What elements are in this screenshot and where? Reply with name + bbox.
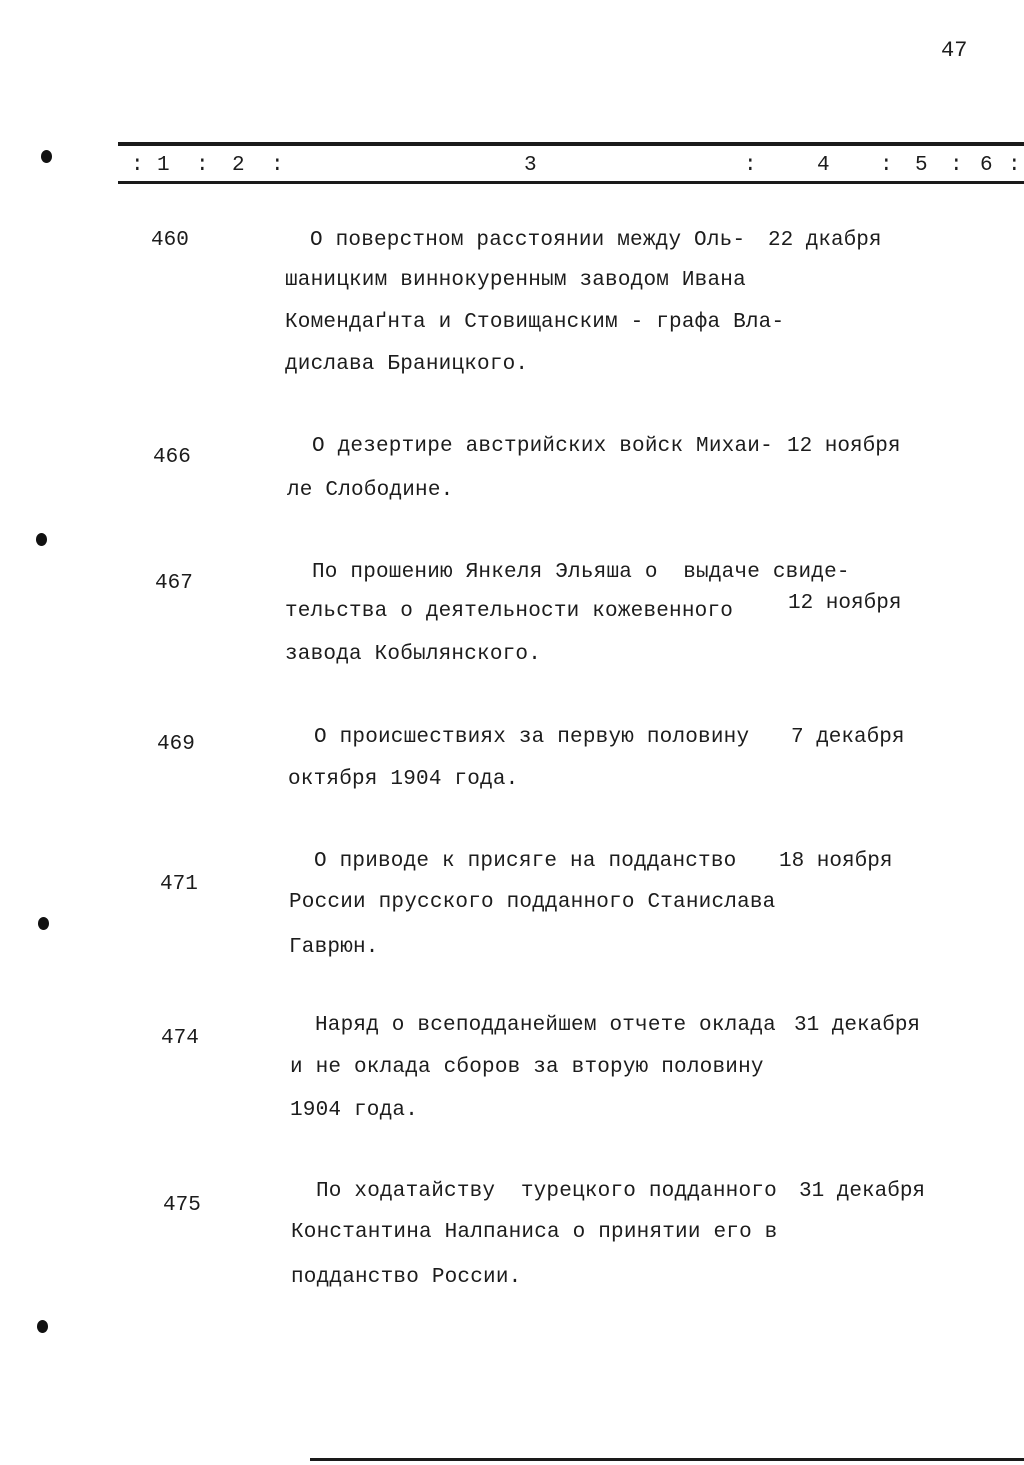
record-title-line: шаницким виннокуренным заводом Ивана — [285, 269, 746, 292]
record-title-line: ле Слободине. — [287, 479, 454, 502]
record-date: 31 декабря — [794, 1014, 921, 1037]
column-heading-6: 6 — [980, 154, 993, 177]
record-title-line: 1904 года. — [290, 1099, 419, 1122]
column-heading-3: 3 — [524, 154, 537, 177]
record-number: 475 — [163, 1194, 201, 1217]
record-title-line: дислава Браницкого. — [285, 353, 529, 376]
record-title-line: О дезертире австрийских войск Михаи- — [312, 435, 773, 458]
column-separator: : — [1008, 154, 1021, 177]
column-heading-2: 2 — [232, 154, 245, 177]
column-separator: : — [950, 154, 963, 177]
column-heading-5: 5 — [915, 154, 928, 177]
record-number: 466 — [153, 446, 191, 469]
record-number: 474 — [161, 1027, 199, 1050]
record-number: 471 — [160, 873, 198, 896]
binding-hole-mark — [37, 1320, 48, 1333]
record-date: 12 ноября — [787, 435, 901, 458]
record-title-line: О приводе к присяге на подданство — [314, 850, 737, 873]
record-title-line: и не оклада сборов за вторую половину — [290, 1056, 764, 1079]
record-date: 22 дкабря — [768, 229, 882, 252]
record-title-line: О поверстном расстоянии между Оль- — [310, 229, 746, 252]
record-date: 7 декабря — [791, 726, 905, 749]
record-title-line: октября 1904 года. — [288, 768, 519, 791]
page-bottom-rule — [310, 1458, 1024, 1461]
record-title-line: Наряд о всеподданейшем отчете оклада — [315, 1014, 776, 1037]
binding-hole-mark — [38, 917, 49, 930]
column-separator: : — [271, 154, 284, 177]
record-title-line: завода Кобылянского. — [285, 643, 542, 666]
record-title-line: подданство России. — [291, 1266, 522, 1289]
header-bottom-rule — [118, 181, 1024, 184]
record-date: 31 декабря — [799, 1180, 926, 1203]
binding-hole-mark — [41, 150, 52, 163]
column-separator: : — [131, 154, 144, 177]
column-separator: : — [880, 154, 893, 177]
record-title-line: Комендаґнта и Стовищанским - графа Вла- — [285, 311, 785, 334]
record-title-line: тельства о деятельности кожевенного — [285, 600, 734, 623]
record-title-line: России прусского подданного Станислава — [289, 891, 776, 914]
page-number: 47 — [941, 38, 968, 63]
record-number: 467 — [155, 572, 193, 595]
record-title-line: По ходатайству турецкого подданного — [316, 1180, 777, 1203]
record-title-line: Гаврюн. — [289, 936, 379, 959]
header-top-rule — [118, 142, 1024, 146]
record-date: 18 ноября — [779, 850, 893, 873]
binding-hole-mark — [36, 533, 47, 546]
record-title-line: По прошению Янкеля Эльяша о выдаче свиде- — [312, 561, 850, 584]
column-heading-4: 4 — [817, 154, 830, 177]
column-heading-1: 1 — [157, 154, 170, 177]
record-number: 460 — [151, 229, 189, 252]
record-date: 12 ноября — [788, 592, 902, 615]
record-title-line: О происшествиях за первую половину — [314, 726, 750, 749]
column-separator: : — [744, 154, 757, 177]
record-number: 469 — [157, 733, 195, 756]
column-separator: : — [196, 154, 209, 177]
record-title-line: Константина Налпаниса о принятии его в — [291, 1221, 778, 1244]
